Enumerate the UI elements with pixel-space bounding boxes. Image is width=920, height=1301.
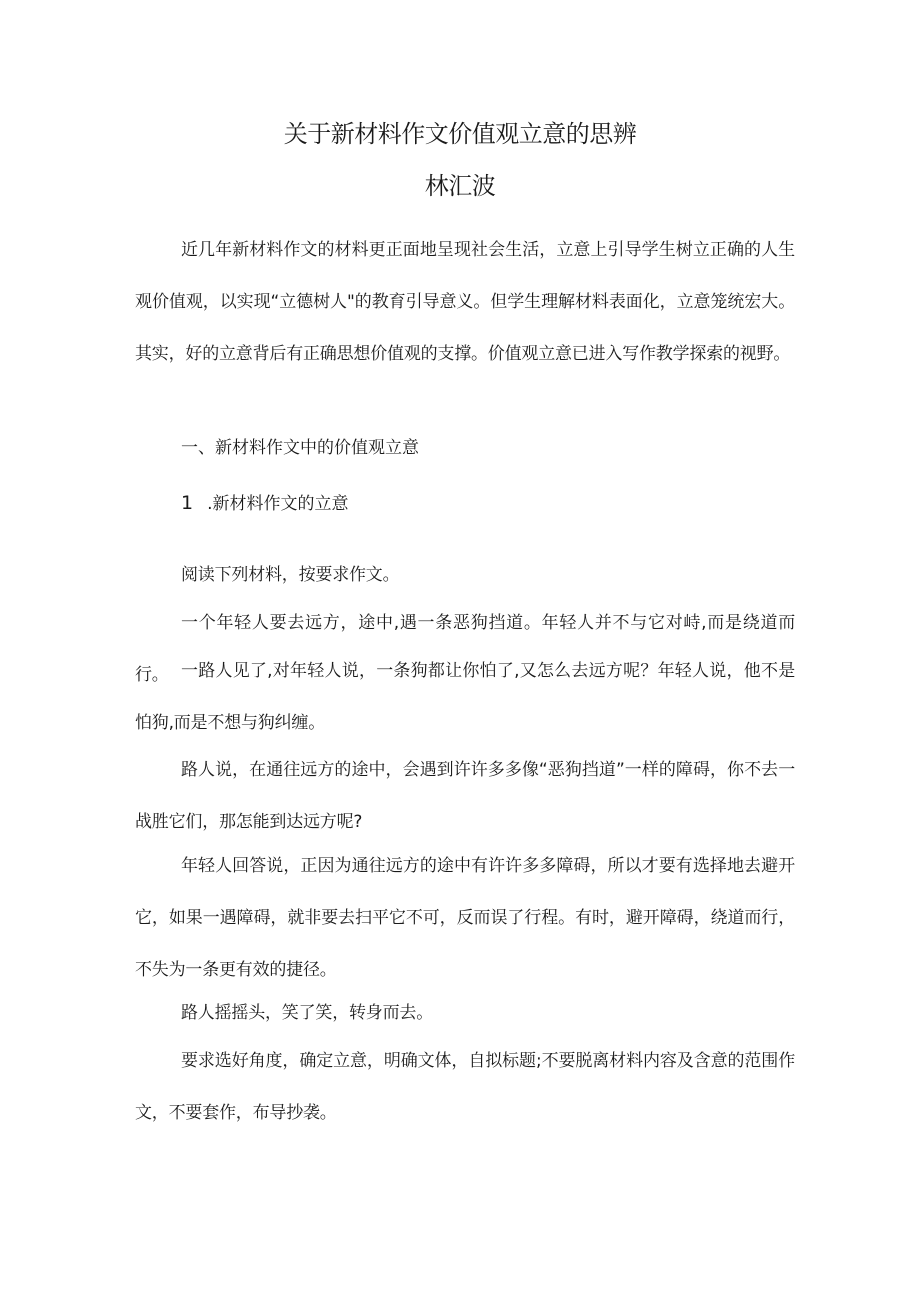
intro-paragraph: 近几年新材料作文的材料更正面地呈现社会生活，立意上引导学生树立正确的人生观价值观，以实现“立德树人"的教育引导意义。但学生理解材料表面化，立意笼统宏大。其实，好的立意背后有正确思想价值观的支撑。价值观立意已进入写作教学探索的视野。: [135, 240, 795, 364]
document-title: 关于新材料作文价值观立意的思辨: [283, 120, 637, 148]
subsection-number: 1: [181, 492, 194, 514]
body-paragraph: 年轻人回答说，正因为通往远方的途中有许许多多障碍，所以才要有选择地去避开它，如果一遇障碍，就非要去扫平它不可，反而误了行程。有时，避开障碍，绕道而行，不失为一条更有效的捷径。: [135, 856, 795, 980]
section-heading: 一、新材料作文中的价值观立意: [181, 438, 419, 458]
subsection-heading: [181, 488, 349, 519]
body-paragraph: 要求选好角度，确定立意，明确文体，自拟标题;不要脱离材料内容及含意的范围作文，不要套作，布导抄袭。: [135, 1051, 795, 1123]
body-paragraph: 路人说，在通往远方的途中，会遇到许许多多像“恶狗挡道”一样的障碍，你不去一战胜它们，那怎能到达远方呢?: [135, 760, 795, 832]
body-paragraph: 路人摇摇头，笑了笑，转身而去。: [181, 1003, 433, 1023]
body-paragraph: 一个年轻人要去远方，途中,遇一条恶狗挡道。年轻人并不与它对峙,而是绕道而行。: [135, 613, 795, 685]
body-paragraph: 阅读下列材料，按要求作文。: [181, 565, 400, 585]
subsection-title: .新材料作文的立意: [207, 494, 349, 514]
document-author: 林汇波: [424, 172, 496, 200]
body-paragraph: 一路人见了,对年轻人说，一条狗都让你怕了,又怎么去远方呢？年轻人说，他不是怕狗,而是不想与狗纠缠。: [135, 661, 795, 733]
